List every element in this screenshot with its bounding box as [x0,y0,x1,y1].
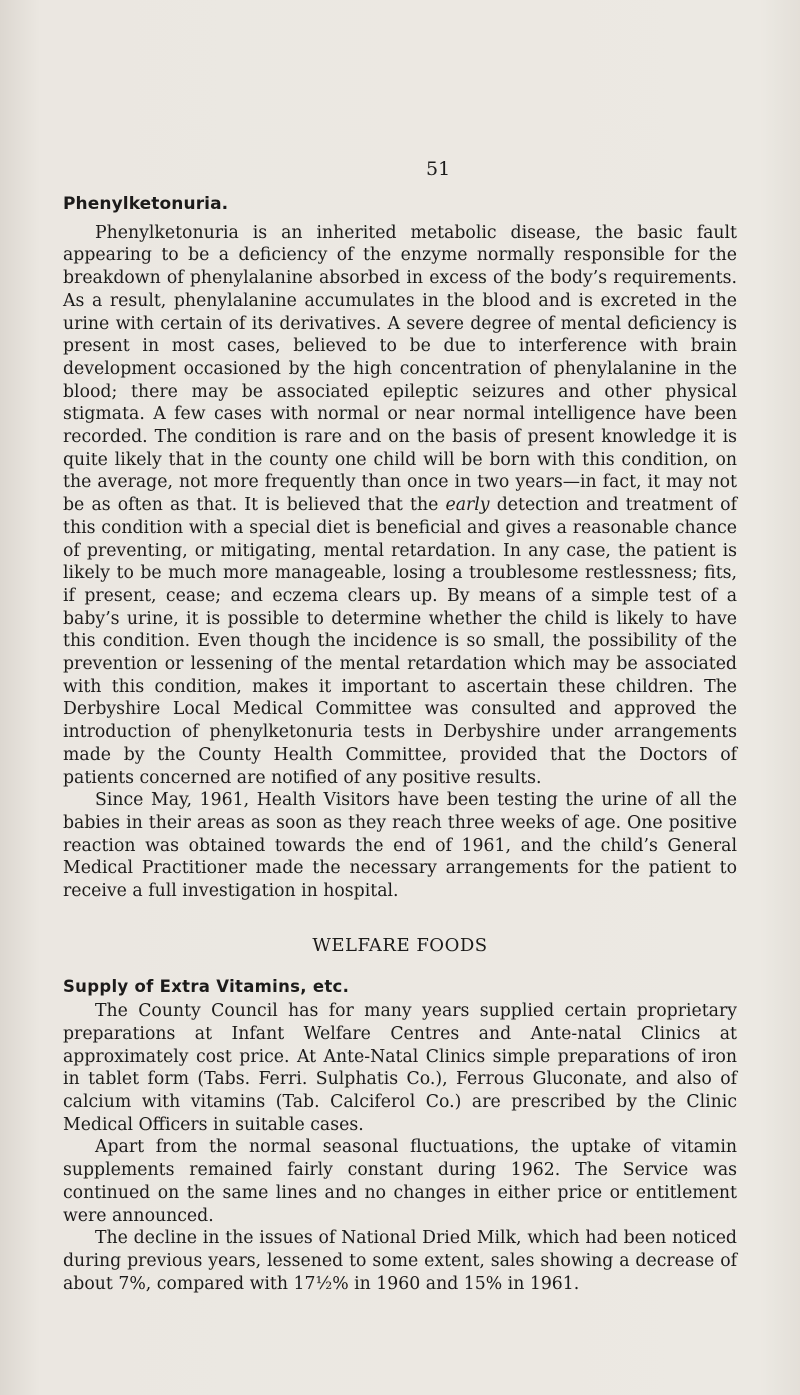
section-heading-phenylketonuria: Phenylketonuria. [63,194,229,214]
paragraph-text: Phenylketonuria is an inherited metabolic disease, the basic fault appearing to be a deficiency of the enzyme normally responsible for the breakdown of phenylalanine absorbed in excess of the body’s requirements. As a result, phenylalanine accumulates in the blood and is excreted in the urine with certain of its derivatives. A severe degree of mental deficiency is present in most cases, believed to be due to interference with brain development occasioned by the high concentration of phenylalanine in the blood; there may be associated epileptic seizures and other physical stigmata. A few cases with normal or near normal intelligence have been recorded. The condition is rare and on the basis of present knowledge it is quite likely that in the county one child will be born with this condition, on the average, not more frequently than once in two years—in fact, it may not be as often as that. It is believed that the [63,222,737,516]
emphasis-early: early [445,495,490,516]
paragraph-welfare-1: The County Council has for many years supplied certain proprietary preparations at Infant Welfare Centres and Ante-natal Clinics at approximately cost price. At Ante-Natal Clinics simple preparations of iron in tablet form (Tabs. Ferri. Sulphatis Co.), Ferrous Gluconate, and also of calcium with vitamins (Tab. Calciferol Co.) are prescribed by the Clinic Medical Officers in suitable cases. [63,1001,737,1135]
subheading-extra-vitamins: Supply of Extra Vitamins, etc. [63,976,350,996]
paragraph-welfare-2: Apart from the normal seasonal fluctuations, the uptake of vitamin supplements remained fairly constant during 1962. The Service was continued on the same lines and no changes in either price or entitlement were announced. [63,1137,737,1226]
page-content [63,193,737,1295]
section-title-welfare-foods: WELFARE FOODS [312,934,488,956]
paragraph-welfare-3: The decline in the issues of National Dried Milk, which had been noticed during previous years, lessened to some extent, sales showing a decrease of about 7%, compared with 17½% in 1960 and 15% in 1961. [63,1228,737,1294]
page-number: 51 [426,158,451,180]
paragraph-phenylketonuria-1 [63,222,737,790]
paragraph-phenylketonuria-2: Since May, 1961, Health Visitors have been testing the urine of all the babies in their areas as soon as they reach three weeks of age. One positive reaction was obtained towards the end of 1961, and the child’s General Medical Practitioner made the necessary arrangements for the patient to receive a full investigation in hospital. [63,790,737,902]
paragraph-text: detection and treatment of this condition with a special diet is beneficial and gives a reasonable chance of preventing, or mitigating, mental retardation. In any case, the patient is likely to be much more manageable, losing a troublesome restlessness; fits, if present, cease; and eczema clears up. By means of a simple test of a baby’s urine, it is possible to determine whether the child is likely to have this condition. Even though the incidence is so small, the possibility of the prevention or lessening of the mental retardation which may be associated with this condition, makes it important to ascertain these children. The Derbyshire Local Medical Committee was consulted and approved the introduction of phenylketonuria tests in Derbyshire under arrangements made by the County Health Committee, provided that the Doctors of patients concerned are notified of any positive results. [63,495,737,788]
